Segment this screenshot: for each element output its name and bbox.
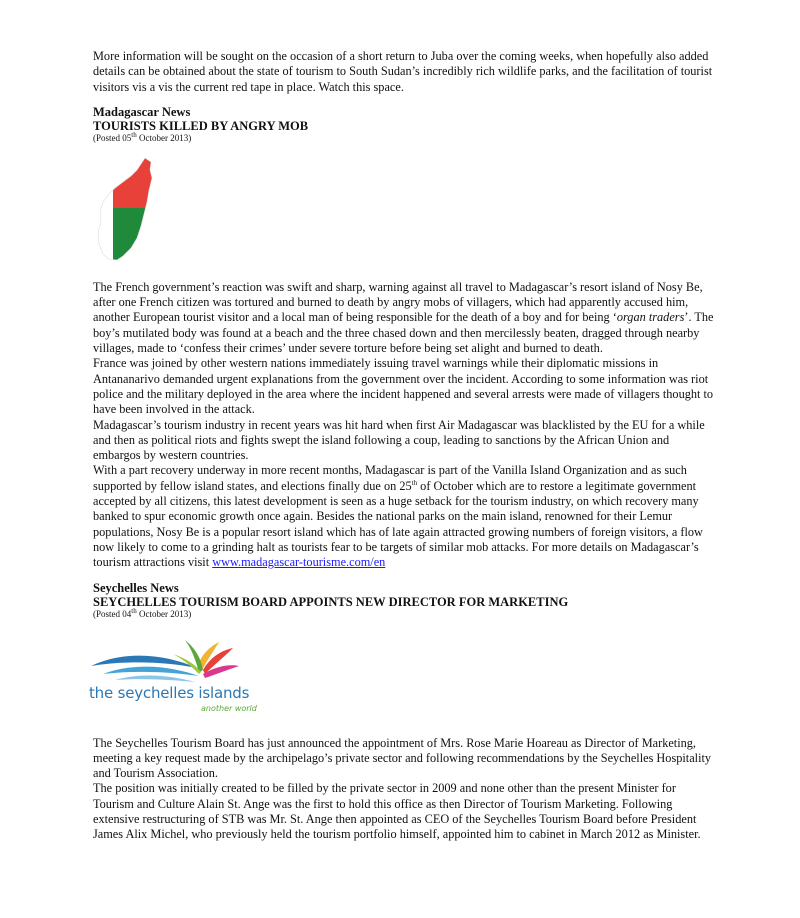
madagascar-section — [93, 105, 718, 571]
seychelles-headline: SEYCHELLES TOURISM BOARD APPOINTS NEW DIRECTOR FOR MARKETING — [93, 594, 569, 609]
seychelles-logo-tagline: another world — [201, 703, 257, 713]
document-page — [89, 49, 718, 843]
madagascar-paragraph-2: France was joined by other western nations immediately issuing travel warnings while their diplomatic missions in Antananarivo demanded urgent explanations from the government over the incident. According to some information was riot police and the military deployed in the area where the incident happened and several arrests were made of villagers thought to have been involved in the attack. — [93, 356, 714, 417]
seychelles-section-label: Seychelles News — [93, 580, 179, 595]
madagascar-flag-map-image — [93, 156, 153, 260]
seychelles-logo — [85, 632, 257, 720]
intro-paragraph: More information will be sought on the occasion of a short return to Juba over the coming weeks, when hopefully also added details can be obtained about the state of tourism to South Sudan’s incredibly rich wildlife parks, and the facilitation of tourist visitors vis a vis the current red tape in place. Watch this space. — [93, 49, 713, 94]
seychelles-posted-date: (Posted 04th October 2013) — [93, 606, 192, 619]
madagascar-paragraph-1: The French government’s reaction was swift and sharp, warning against all travel to Madagascar’s resort island of Nosy Be, after one French citizen was tortured and burned to death by angry mobs of villagers, which had apparently accused him, another European tourist visitor and a local man of being responsible for the death of a boy and for being ‘organ traders’. The boy’s mutilated body was found at a beach and the three chased down and then mercilessly beaten, dragged through nearby villages, made to ‘confess their crimes’ under severe torture before being set alight and burned to death. — [93, 279, 714, 356]
madagascar-posted-date: (Posted 05th October 2013) — [93, 130, 192, 143]
madagascar-paragraph-4: With a part recovery underway in more recent months, Madagascar is part of the Vanilla Island Organization and as such supported by fellow island states, and elections finally due on 25th of October which are to restore a legitimate government accepted by all citizens, this latest development is seen as a huge setback for the tourism industry, on which recovery many banked to spur economic growth once again. Besides the national parks on the main island, renowned for their Lemur populations, Nosy Be is a popular resort island which has of late again attracted growing numbers of foreign visitors, a flow now likely to come to a grinding halt as tourists fear to be targets of similar mob attacks. For more details on Madagascar’s tourism attractions visit www.madagascar-tourisme.com/en — [93, 463, 703, 570]
seychelles-logo-mark — [85, 632, 245, 692]
seychelles-paragraph-1: The Seychelles Tourism Board has just announced the appointment of Mrs. Rose Marie Hoareau as Director of Marketing, meeting a key request made by the archipelago’s private sector and following recommendations by the Seychelles Hospitality and Tourism Association. — [93, 735, 712, 781]
madagascar-tourism-link[interactable]: www.madagascar-tourisme.com/en — [212, 555, 386, 570]
seychelles-paragraph-2: The position was initially created to be filled by the private sector in 2009 and none other than the present Minister for Tourism and Culture Alain St. Ange was the first to hold this office as then Director of Tourism Marketing. Following extensive restructuring of STB was Mr. St. Ange then appointed as CEO of the Seychelles Tourism Board before President James Alix Michel, who previously held the tourism portfolio himself, appointed him to cabinet in March 2012 as Minister. — [93, 781, 701, 842]
madagascar-headline: TOURISTS KILLED BY ANGRY MOB — [93, 118, 309, 133]
seychelles-logo-text: the seychelles islands — [89, 683, 250, 702]
madagascar-section-label: Madagascar News — [93, 104, 191, 119]
seychelles-section — [89, 580, 718, 843]
madagascar-paragraph-3: Madagascar’s tourism industry in recent years was hit hard when first Air Madagascar was blacklisted by the EU for a while and then as political riots and fights swept the island following a coup, leading to sanctions by the African Union and embargos by western countries. — [93, 417, 705, 463]
